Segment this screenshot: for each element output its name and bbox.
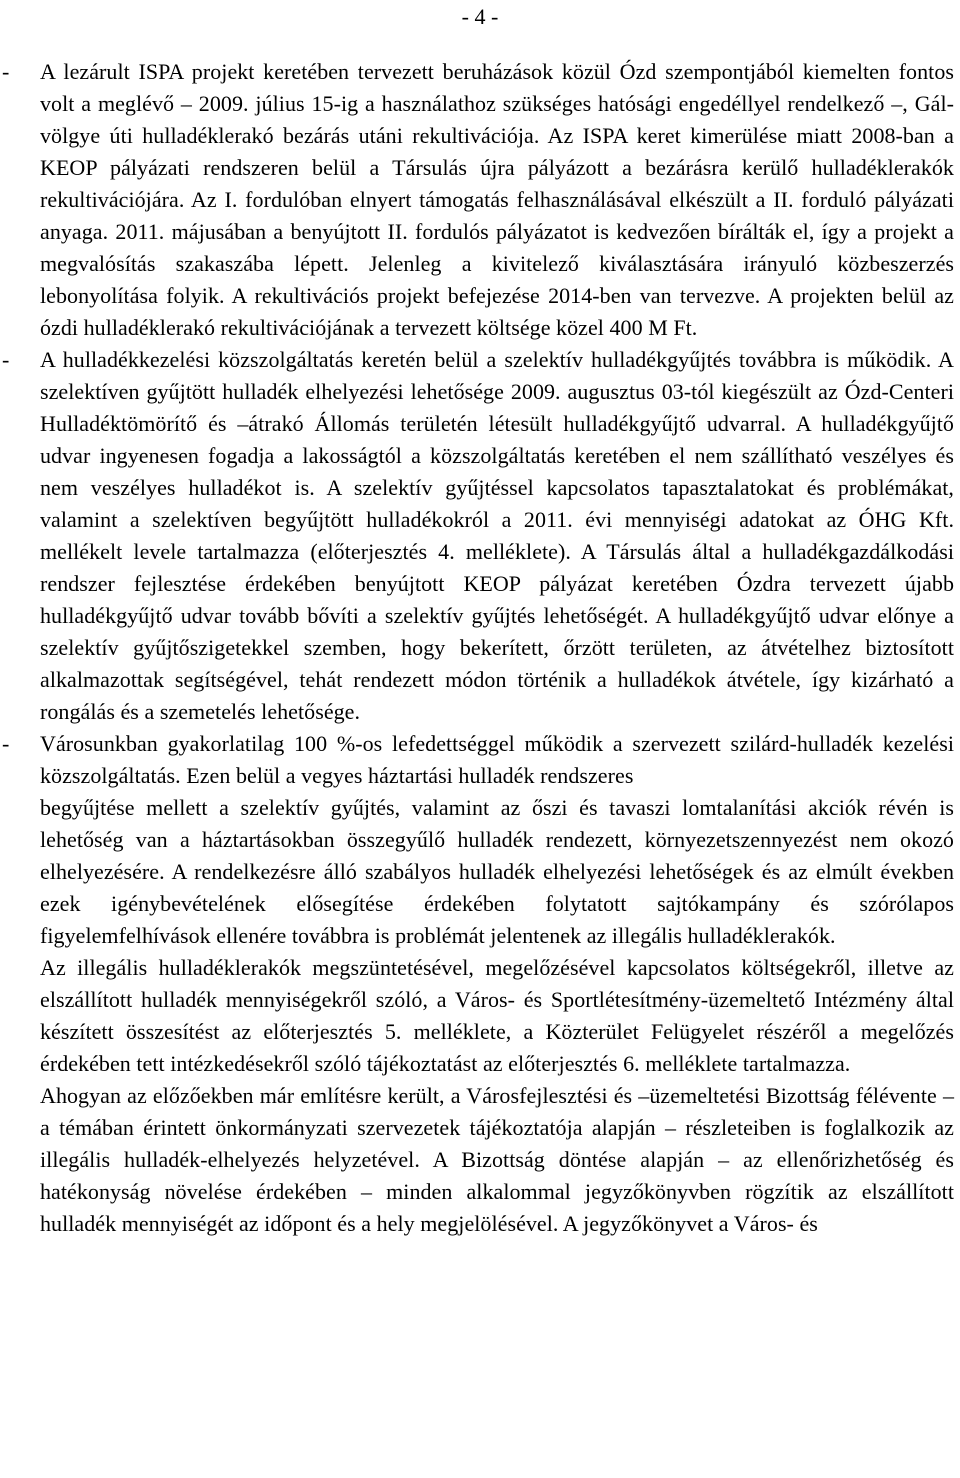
page-number: - 4 - — [461, 4, 499, 29]
paragraph-koltsegek: Az illegális hulladéklerakók megszüntetésével, megelőzésével kapcsolatos költségekről, illetve az elszállított hulladék mennyiségekről szóló, a Város- és Sportlétesítmény-üzemeltető Intézmény által készített összesítést az előterjesztés 5. melléklete, a Közterület Felügyelet részéről a megelőzés érdekében tett intézkedésekről szóló tájékoztatást az előterjesztés 6. melléklete tartalmazza. — [40, 955, 954, 1076]
paragraph-kozszolgaltatas: Városunkban gyakorlatilag 100 %-os lefedettséggel működik a szervezett szilárd-hulladék kezelési közszolgáltatás. Ezen belül a vegyes háztartási hulladék rendszeres — [40, 731, 954, 788]
paragraph-szelektiv-gyujtes: A hulladékkezelési közszolgáltatás keretén belül a szelektív hulladékgyűjtés továbbra is működik. A szelektíven gyűjtött hulladék elhelyezési lehetősége 2009. augusztus 03-tól kiegészült az Ózd-Centeri Hulladéktömörítő és –átrakó Állomás területén létesült hulladékgyűjtő udvarral. A hulladékgyűjtő udvar ingyenesen fogadja a lakosságtól a közszolgáltatás keretében el nem szállítható veszélyes és nem veszélyes hulladékot is. A szelektív gyűjtéssel kapcsolatos tapasztalatokat és problémákat, valamint a szelektíven begyűjtött hulladékokról a 2011. évi mennyiségi adatokat az ÓHG Kft. mellékelt levele tartalmazza (előterjesztés 4. melléklete). A Társulás által a hulladékgazdálkodási rendszer fejlesztése érdekében benyújtott KEOP pályázat keretében Ózdra tervezett újabb hulladékgyűjtő udvar tovább bővíti a szelektív gyűjtés lehetőségét. A hulladékgyűjtő udvar előnye a szelektív gyűjtőszigetekkel szemben, hogy bekerített, őrzött területen, az átvételhez biztosított alkalmazottak segítségével, tehát rendezett módon történik a hulladékok átvétele, így kizárható a rongálás és a szemetelés lehetősége. — [40, 347, 954, 724]
bullet-marker: - — [2, 59, 10, 84]
bullet-item-kozszolgaltatas — [0, 728, 954, 1240]
bullet-marker: - — [2, 731, 10, 756]
bullet-marker: - — [2, 347, 10, 372]
document-body — [0, 56, 954, 1240]
bullet-item-ispa — [0, 56, 954, 344]
bullet-item-szelektiv — [0, 344, 954, 728]
paragraph-bizottsag: Ahogyan az előzőekben már említésre került, a Városfejlesztési és –üzemeltetési Bizottság félévente – a témában érintett önkormányzati szervezetek tájékoztatója alapján – részleteiben is foglalkozik az illegális hulladék-elhelyezés helyzetével. A Bizottság döntése alapján – az ellenőrizhetőség és hatékonyság növelése érdekében – minden alkalommal jegyzőkönyvben rögzítik az elszállított hulladék mennyiségét az időpont és a hely megjelölésével. A jegyzőkönyvet a Város- és — [40, 1083, 954, 1236]
paragraph-ispa-rekultivacio: A lezárult ISPA projekt keretében tervezett beruházások közül Ózd szempontjából kiemelten fontos volt a meglévő – 2009. július 15-ig a használathoz szükséges hatósági engedéllyel rendelkező –, Gál-völgye úti hulladéklerakó bezárás utáni rekultivációja. Az ISPA keret kimerülése miatt 2008-ban a KEOP pályázati rendszeren belül a Társulás újra pályázott a bezárásra kerülő hulladéklerakók rekultivációjára. Az I. fordulóban elnyert támogatás felhasználásával elkészült a II. forduló pályázati anyaga. 2011. májusában a benyújtott II. fordulós pályázatot is kedvezően bírálták el, így a projekt a megvalósítás szakaszába lépett. Jelenleg a kivitelező kiválasztására irányuló közbeszerzés lebonyolítása folyik. A rekultivációs projekt befejezése 2014-ben van tervezve. A projekten belül az ózdi hulladéklerakó rekultivációjának a tervezett költsége közel 400 M Ft. — [40, 59, 954, 340]
paragraph-illegalis-lerakok: begyűjtése mellett a szelektív gyűjtés, valamint az őszi és tavaszi lomtalanítási akciók révén is lehetőség van a háztartásokban összegyűlő hulladék rendezett, környezetszennyezést nem okozó elhelyezésére. A rendelkezésre álló szabályos hulladék elhelyezési lehetőségek és az elmúlt években ezek igénybevételének elősegítése érdekében folytatott sajtókampány és szórólapos figyelemfelhívások ellenére továbbra is problémát jelentenek az illegális hulladéklerakók. — [40, 795, 954, 948]
